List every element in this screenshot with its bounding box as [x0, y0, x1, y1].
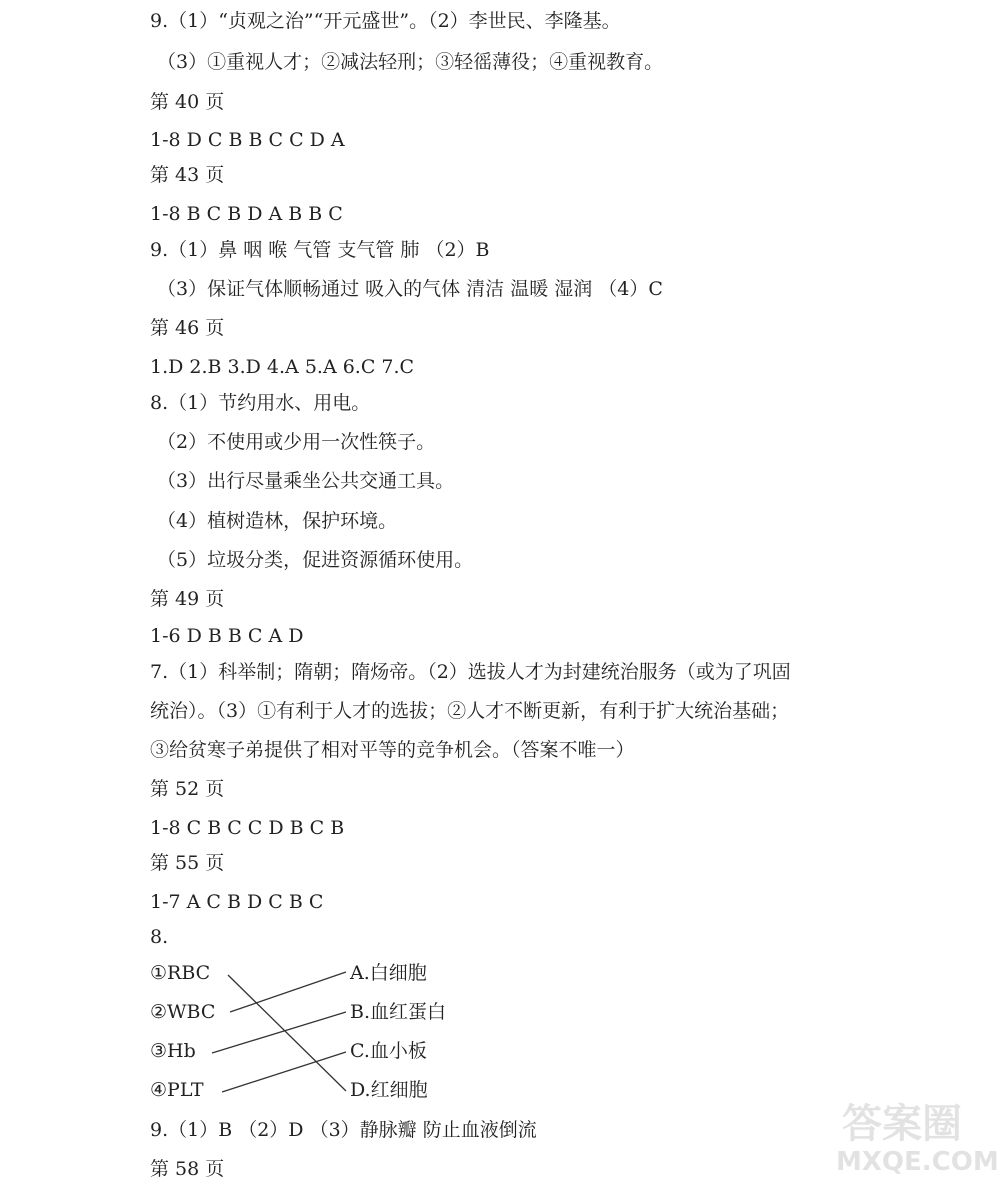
answer-line: （5）垃圾分类，促进资源循环使用。: [157, 549, 474, 571]
matching-left-item: ①RBC: [150, 962, 211, 984]
answer-line: （3）出行尽量乘坐公共交通工具。: [157, 470, 455, 492]
answer-line: 1-8 B C B D A B B C: [150, 203, 343, 225]
page-heading: 第 52 页: [150, 778, 225, 800]
answer-line: 9.（1）“贞观之治”“开元盛世”。（2）李世民、李隆基。: [150, 10, 621, 32]
matching-right-item: B.血红蛋白: [350, 1001, 447, 1023]
answer-line: 8.（1）节约用水、用电。: [150, 392, 371, 414]
answer-line: 9.（1）B （2）D （3）静脉瓣 防止血液倒流: [150, 1119, 537, 1141]
watermark-logo: [746, 1101, 999, 1181]
match-line-wbc-a: [230, 972, 346, 1012]
matching-left-item: ④PLT: [150, 1079, 204, 1101]
answer-line: （4）植树造林，保护环境。: [157, 510, 398, 532]
watermark-sub-text: MXQE.COM: [836, 1147, 999, 1177]
answer-line: 统治）。（3）①有利于人才的选拔；②人才不断更新，有利于扩大统治基础；: [150, 700, 790, 722]
matching-right-item: C.血小板: [350, 1040, 427, 1062]
answer-line: 1.D 2.B 3.D 4.A 5.A 6.C 7.C: [150, 356, 415, 378]
answer-line: （3）保证气体顺畅通过 吸入的气体 清洁 温暖 湿润 （4）C: [157, 278, 663, 300]
answer-line: （2）不使用或少用一次性筷子。: [157, 431, 436, 453]
page-heading: 第 46 页: [150, 317, 225, 339]
answer-line: 1-6 D B B C A D: [150, 625, 304, 647]
answer-line: 1-8 C B C C D B C B: [150, 817, 345, 839]
match-line-hb-b: [212, 1012, 346, 1053]
matching-right-item: A.白细胞: [350, 962, 427, 984]
matching-right-item: D.红细胞: [350, 1079, 428, 1101]
answer-line: 7.（1）科举制；隋朝；隋炀帝。（2）选拔人才为封建统治服务（或为了巩固: [150, 661, 791, 683]
page-heading: 第 55 页: [150, 852, 225, 874]
answer-line: 1-7 A C B D C B C: [150, 891, 324, 913]
watermark-main-text: 答案圈: [842, 1101, 962, 1147]
answer-line: 1-8 D C B B C C D A: [150, 129, 345, 151]
matching-diagram: [150, 955, 470, 1105]
answer-line: ③给贫寒子弟提供了相对平等的竞争机会。（答案不唯一）: [150, 739, 635, 761]
answer-line: 9.（1）鼻 咽 喉 气管 支气管 肺 （2）B: [150, 239, 490, 261]
page-heading: 第 58 页: [150, 1158, 225, 1180]
page-heading: 第 43 页: [150, 164, 225, 186]
page-heading: 第 49 页: [150, 588, 225, 610]
answer-line: （3）①重视人才；②减法轻刑；③轻徭薄役；④重视教育。: [157, 51, 664, 73]
page-heading: 第 40 页: [150, 91, 225, 113]
matching-left-item: ②WBC: [150, 1001, 216, 1023]
answer-line: 8.: [150, 926, 169, 948]
matching-left-item: ③Hb: [150, 1040, 196, 1062]
